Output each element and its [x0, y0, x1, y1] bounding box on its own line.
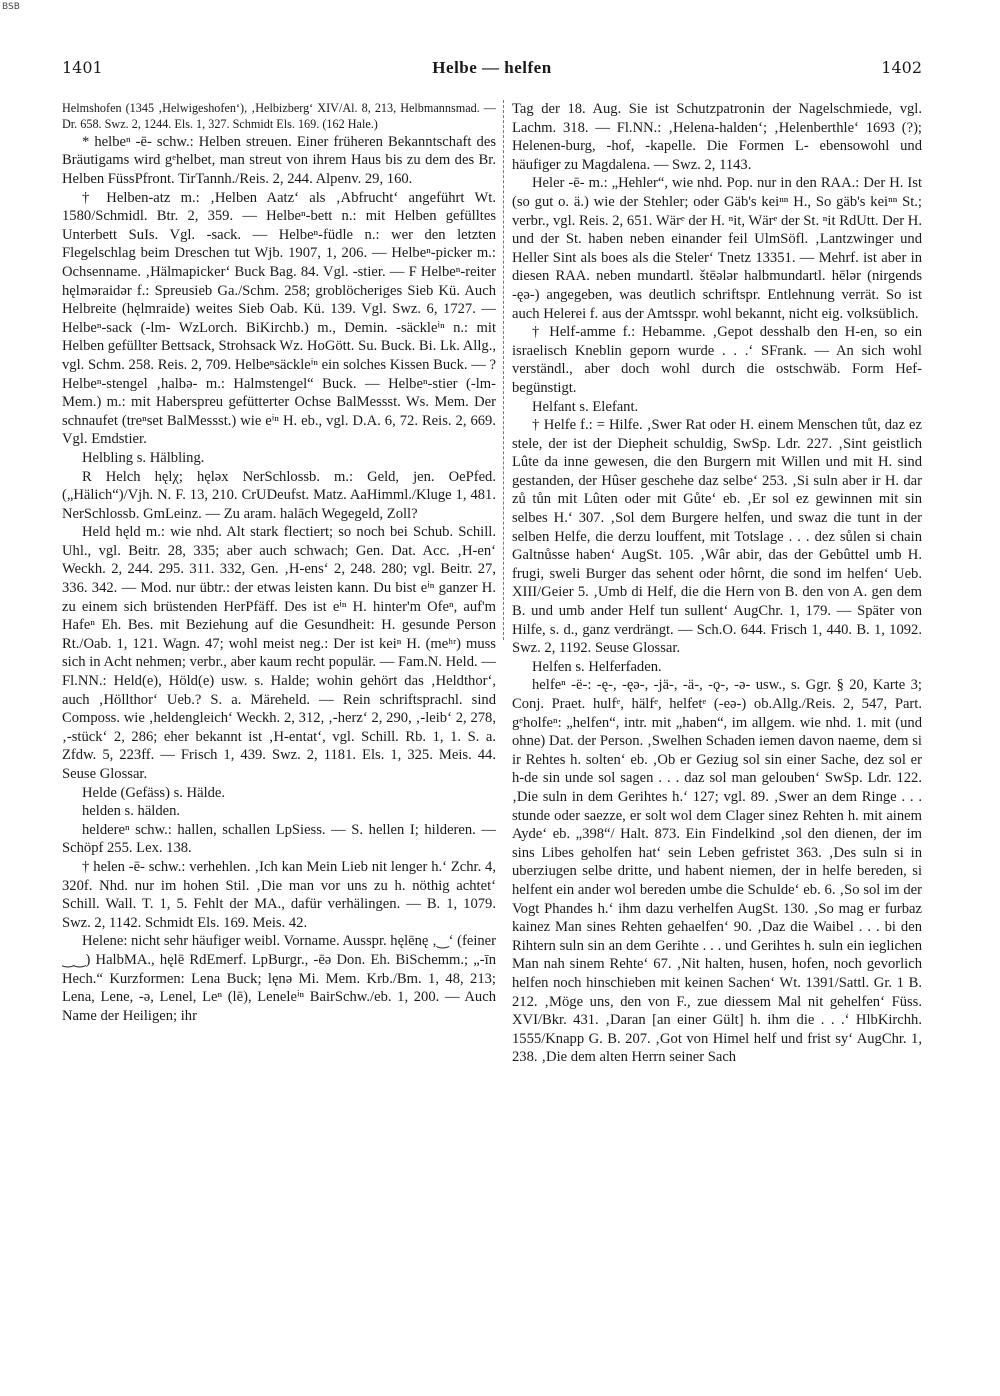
dictionary-entry: Helbling s. Hälbling.: [82, 449, 205, 466]
dictionary-entry: Held hęld m.: wie nhd. Alt stark flectiert; so noch bei Schub. Schill. Uhl., vgl. Beitr. 28, 335; aber auch schwach; Gen. Dat. Acc. ‚H-en‘ Weckh. 2, 244. 295. 311. 332, Gen. ‚H-ens‘ 2, 248. 280; vgl. Beitr. 27, 336. 342. — Mod. nur übtr.: der etwas leisten kann. Du bist eⁱⁿ ganzer H. zu einem sich brüstenden HerPfäff. Des ist eⁱⁿ H. hinter'm Ofeⁿ, auf'm Hafeⁿ Eh. Bes. mit Beziehung auf die Gesundheit: H. gesunde Person Rt./Oab. 1, 121. Wagn. 47; wohl meist neg.: Der ist keiⁿ H. (meʰʳ) muss sich in Acht nehmen; verbr., aber kaum recht populär. — Fam.N. Held. — Fl.NN.: Held(e), Höld(e) usw. s. Halde; wohin gehört das ‚Heldthor‘, auch ‚Höllthor‘ Ueb.? S. a. Märeheld. — Rein schriftsprachl. sind Composs. wie ‚heldengleich‘ Weckh. 2, 312, ‚-herz‘ 2, 290, ‚-leib‘ 2, 278, ‚-stück‘ 2, 286; eher bekannt ist ‚H-entat‘, vgl. Schill. Rb. 1, 1. S. a. Zfdw. 5, 223ff. — Frisch 1, 439. Swz. 2, 1181. Els. 1, 325. Meis. 44. Seuse Glossar.: [62, 524, 496, 782]
dictionary-entry: Tag der 18. Aug. Sie ist Schutzpatronin der Nagelschmiede, vgl. Lachm. 318. — Fl.NN.: ‚Helena-halden‘; ‚Helenberthle‘ 1693 (?); Helenen-burg, -hof, -kapelle. Die Formen L- ebensowohl und häufiger zu Magdalena. — Swz. 2, 1143.: [512, 101, 922, 173]
column-divider: [503, 100, 504, 640]
dictionary-entry: Helfen s. Helferfaden.: [532, 658, 662, 675]
dictionary-entry: Helde (Gefäss) s. Hälde.: [82, 784, 226, 801]
library-stamp: BSB: [2, 2, 20, 12]
page-number-left: 1401: [62, 58, 103, 77]
dictionary-entry: R Helch hęlχ; hęlǝx NerSchlossb. m.: Geld, jen. OePfed. („Hälich“)/Vjh. N. F. 13, 210. CrUDeufst. Matz. AaHimml./Kluge 1, 481. NerSchlossb. GmLeinz. — Zu aram. halāch Wegegeld, Zoll?: [62, 468, 496, 522]
dictionary-entry: † Helf-amme f.: Hebamme. ‚Gepot desshalb den H-en, so ein israelisch Kneblin geporn wurde . . .‘ SFrank. — An sich wohl verständl., aber doch wohl durch die ostschwäb. Form Hef- begünstigt.: [512, 324, 922, 396]
right-column: [512, 100, 922, 1352]
running-title: Helbe — helfen: [432, 58, 552, 77]
dictionary-entry: † Helfe f.: = Hilfe. ‚Swer Rat oder H. einem Menschen tůt, daz ez stele, der ist der Diepheit schuldig, SwSp. Ldr. 227. ‚Sint geistlich Lûte da inne gewesen, die den Burgern mit Willen und mit H. sind gestanden, der Hûser geschehe daz selbe‘ 253. ‚Si suln aber ir H. dar zů tůn mit Lûten oder mit Gůte‘ eb. ‚Er sol ez gewinnen mit sin selbes H.‘ 307. ‚Sol dem Burgere helfen, und swaz die tunt in der selben Helfe, die derzu louffent, mit Totslage . . . dez sůlen si chain Galtnůsse haben‘ AugSt. 105. ‚Wâr abir, das der Gebûttel umb H. frugi, sweli Burger das sehent oder hôrnt, die sond im helfen‘ Ueb. XIII/Geier 5. ‚Umb di Helf, die die Hern von B. den von A. gen dem B. und umb ander Helf tun sullent‘ AugChr. 1, 179. — Später von Hilfe, s. d., ganz verdrängt. — Sch.O. 644. Frisch 1, 440. B. 1, 1092. Swz. 2, 1192. Seuse Glossar.: [512, 417, 922, 657]
dictionary-entry: heldereⁿ schw.: hallen, schallen LpSiess. — S. hellen I; hilderen. — Schöpf 255. Lex. 138.: [62, 821, 496, 857]
page-number-right: 1402: [881, 58, 922, 77]
dictionary-entry: helden s. hälden.: [82, 803, 181, 820]
dictionary-entry: helfeⁿ -ë-: -ę-, -ęǝ-, -jä-, -ä-, -ǫ-, -ǝ- usw., s. Ggr. § 20, Karte 3; Conj. Praet. hulfᵉ, hälfᵉ, helfetᵉ (-eǝ-) ob.Allg./Reis. 2, 547, Part. gᵉholfeⁿ: „helfen“, intr. mit „haben“, im allgem. wie nhd. 1. mit (und ohne) Dat. der Person. ‚Swelhen Schaden iemen davon naeme, dem si ir Rehtes h. solten‘ eb. ‚Ob er Geziug sol sin einer Sache, dez sol er h-de sin unde sol sagen . . . daz sol man gelouben‘ SwSp. Ldr. 122. ‚Die suln in dem Gerihtes h.‘ 127; vgl. 89. ‚Swer an dem Ringe . . . stunde oder saezze, er solt wol dem Clager sinez Rehten h. mit ainem Ayde‘ eb. „398“/ Halt. 873. Ein Findelkind ‚sol den dienen, der im sins Libes geholfen hat‘ sein Leben gefristet 363. ‚Des suln si in uberziugen selbe dritte, und habent niemen, der in helfe bereden, si helfent ein ander wol bereden umbe die Schulde‘ eb. 6. ‚So sol im der Vogt Phandes h.‘ ihm dazu verhelfen AugSt. 130. ‚So mag er furbaz kainez Man sines Rehten gehaelfen‘ 90. ‚Daz die Waibel . . . bi den Rihtern suln sin an dem Gerihte . . . und Gerihtes h. suln ein ieglichen Man nah sinem Rehte‘ 67. ‚Nit halten, husen, hofen, noch gevorlich helfen noch hinschieben mit keinen Sachen‘ Wt. 1391/Sattl. Gr. 1 B. 212. ‚Möge uns, den von F., zue diessem Mal nit gehelfen‘ Füss. XVI/Bkr. 431. ‚Daran [an einer Gült] h. ihm die . . .‘ HlbKirchh. 1555/Knapp G. B. 207. ‚Got von Himel helf und frist sy‘ AugChr. 1, 238. ‚Die dem alten Herrn seiner Sach: [512, 677, 922, 1066]
dictionary-entry: † Helben-atz m.: ‚Helben Aatz‘ als ‚Abfrucht‘ angeführt Wt. 1580/Schmidl. Btr. 2, 359. — Helbeⁿ-bett n.: mit Helben gefülltes Unterbett SuIs. Vgl. -sack. — Helbeⁿ-füdle n.: wer den letzten Flegelschlag beim Dreschen tut Wjb. 1907, 1, 206. — Helbeⁿ-picker m.: Ochsenname. ‚Hälmapicker‘ Buck Bag. 84. Vgl. -stier. — F Helbeⁿ-reiter hęlmǝraidǝr f.: Spreusieb Ga./Schm. 258; groblöcheriges Sieb Kü. Auch Helbreite (hęlmraide) weites Sieb Oab. Kü. 139. Vgl. Swz. 6, 1727. — Helbeⁿ-sack (-lm- WzLorch. BiKirchb.) m., Demin. -säckleⁱⁿ n.: mit Helben gefüllter Bettsack, Strohsack Wz. HoGött. Su. Buck. Bi. Lk. Allg., vgl. Schm. 258. Reis. 2, 709. Helbeⁿsäckleⁱⁿ ein solches Kissen Buck. — ? Helbeⁿ-stengel ‚halbǝ- m.: Halmstengel“ Buck. — Helbeⁿ-stier (-lm- Mem.) m.: mit Haberspreu gefütterter Ochse BalMessst. Ws. Mem. Der schnaufet (treⁿset BalMessst.) wie eⁱⁿ H. eb., vgl. D.A. 6, 72. Reis. 2, 669. Vgl. Emdstier.: [62, 189, 496, 448]
page-header: [62, 58, 922, 82]
left-column: [62, 100, 496, 1352]
dictionary-entry: Heler -ē- m.: „Hehler“, wie nhd. Pop. nur in den RAA.: Der H. Ist (so gut o. ä.) wie der Stehler; oder Gäb's keiⁿⁿ H., So gäb's keiⁿⁿ St.; verbr., vgl. Reis. 2, 651. Wärᵉ der H. ⁿit, Wärᵉ der St. ⁿit RdUtt. Der H. und der St. haben neben einander feil UlmSöfl. ‚Lantzwinger und Heller Sint als boes als die Steler‘ Tnetz 13351. — Mehrf. ist aber in diesen RAA. neben mundartl. štēǝlǝr halbmundartl. hēlǝr (nirgends -ęǝ-) angegeben, was deutlich schriftspr. Entlehnung verrät. So ist auch Helerei f. aus der Amtsspr. wohl bekannt, nicht eig. volksüblich.: [512, 175, 922, 322]
dictionary-entry: Helene: nicht sehr häufiger weibl. Vorname. Ausspr. hęlēnę ‚‿‘ (feiner ‿‿) HalbMA., hęlē RdEmerf. LpBurgr., -ēǝ Don. Eh. BiSchemm.; „-īn Hech.“ Kurzformen: Lena Buck; lęnǝ Mi. Mem. Krb./Bm. 1, 48, 213; Lena, Lene, -ǝ, Lenel, Leⁿ (lē), Leneleⁱⁿ BairSchw./eb. 1, 200. — Auch Name der Heiligen; ihr: [62, 933, 496, 1024]
dictionary-entry: Helmshofen (1345 ‚Helwigeshofen‘), ‚Helbizberg‘ XIV/Al. 8, 213, Helbmannsmad. — Dr. 658. Swz. 2, 1244. Els. 1, 327. Schmidt Els. 169. (162 Hale.): [62, 101, 496, 132]
dictionary-entry: Helfant s. Elefant.: [532, 398, 639, 415]
dictionary-entry: † helen -ē- schw.: verhehlen. ‚Ich kan Mein Lieb nit lenger h.‘ Zchr. 4, 320f. Nhd. nur im hohen Stil. ‚Die man vor uns zu h. nöthig achtet‘ Schill. Wall. T. 1, 5. Fehlt der MA., dafür verhälingen. — B. 1, 1079. Swz. 2, 1142. Schmidt Els. 169. Meis. 42.: [62, 858, 496, 931]
dictionary-entry: * helbeⁿ -ē- schw.: Helben streuen. Einer früheren Bekanntschaft des Bräutigams wird gᵉhelbet, man streut von ihrem Haus bis zu dem des Br. Helben FüssPfront. TirTannh./Reis. 2, 244. Alpenv. 29, 160.: [62, 133, 496, 187]
